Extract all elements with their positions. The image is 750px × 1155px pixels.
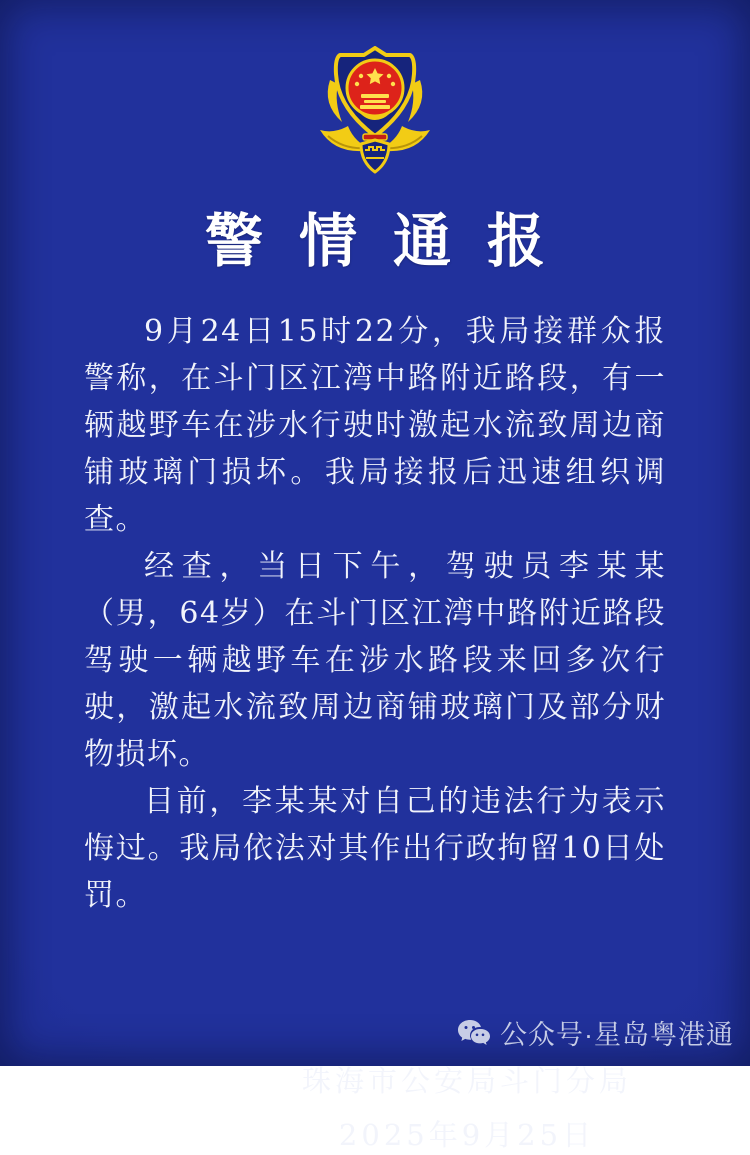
- wechat-watermark: [457, 1013, 734, 1052]
- police-badge-icon: [316, 46, 434, 178]
- wechat-icon: [457, 1018, 491, 1048]
- paragraph-penalty-decision: 目前，李某某对自己的违法行为表示悔过。我局依法对其作出行政拘留10日处罚。: [84, 784, 666, 913]
- issuing-agency: 珠海市公安局斗门分局: [301, 1064, 632, 1098]
- paragraph-incident-report: 9月24日15时22分，我局接群众报警称，在斗门区江湾中路附近路段，有一辆越野车在涉水行驶时激起水流致周边商铺玻璃门损坏。我局接报后迅速组织调查。: [84, 314, 666, 537]
- wechat-account-label: 公众号·星岛粤港通: [500, 1020, 734, 1050]
- issue-date: 2025年9月25日: [338, 1118, 596, 1152]
- notice-body: [84, 308, 666, 919]
- notice-title: 警情通报: [205, 207, 581, 275]
- badge-container: [0, 0, 750, 178]
- paragraph-investigation-findings: 经查，当日下午，驾驶员李某某（男，64岁）在斗门区江湾中路附近路段驾驶一辆越野车在涉水路段来回多次行驶，激起水流致周边商铺玻璃门及部分财物损坏。: [84, 549, 666, 772]
- signature-block: [92, 1061, 750, 1155]
